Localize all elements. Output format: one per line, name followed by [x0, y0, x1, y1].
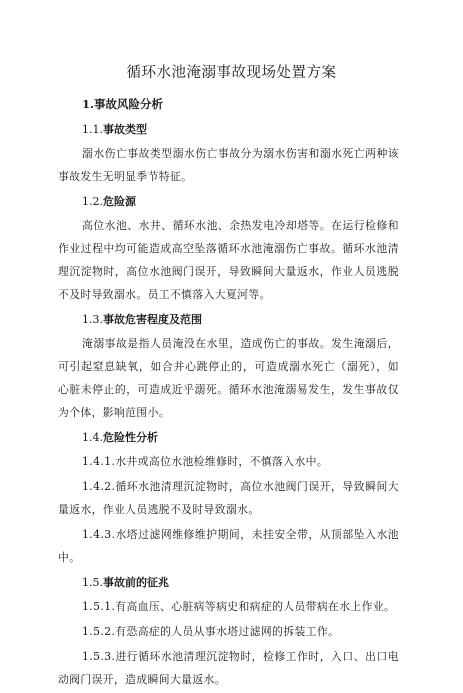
paragraph-accident-type: 溺水伤亡事故类型溺水伤亡事故分为溺水伤害和溺水死亡两种该事故发生无明显季节特征。 — [58, 147, 399, 183]
document-body — [58, 95, 399, 693]
subsection-number: 1.2. — [82, 195, 103, 208]
subsection-label: 事故危害程度及范围 — [103, 313, 202, 326]
subsection-heading-harm-degree — [82, 310, 399, 330]
subsection-label: 危险源 — [103, 195, 136, 208]
subsection-heading-accident-type — [82, 120, 399, 140]
subsection-label: 事故前的征兆 — [103, 576, 169, 589]
subsection-number: 1.3. — [82, 313, 103, 326]
section-heading-risk-analysis: 1.事故风险分析 — [82, 97, 164, 111]
paragraph-risk-2: 1.4.2.循环水池清理沉淀物时，高位水池阀门误开，导致瞬间大量返水，作业人员逃脱不及时导致溺水。 — [58, 480, 399, 516]
paragraph-sign-1: 1.5.1.有高血压、心脏病等病史和病症的人员带病在水上作业。 — [82, 600, 396, 613]
subsection-number: 1.1. — [82, 123, 103, 136]
subsection-heading-warning-signs — [82, 573, 399, 593]
paragraph-hazard-source: 高位水池、水井、循环水池、余热发电冷却塔等。在运行检修和作业过程中均可能造成高空坠落循环水池淹溺伤亡事故。循环水池清理沉淀物时，高位水池阀门误开，导致瞬间大量返水，作业人员逃脱不及时导致溺水。员工不慎落入大夏河等。 — [58, 219, 399, 301]
paragraph-sign-2: 1.5.2.有恐高症的人员从事水塔过滤网的拆装工作。 — [82, 625, 340, 638]
document-title: 循环水池淹溺事故现场处置方案 — [126, 65, 337, 81]
subsection-number: 1.4. — [82, 431, 103, 444]
subsection-number: 1.5. — [82, 576, 103, 589]
paragraph-risk-3: 1.4.3.水塔过滤网维修维护期间，未挂安全带，从顶部坠入水池中。 — [58, 528, 399, 564]
paragraph-sign-3: 1.5.3.进行循环水池清理沉淀物时，检修工作时，入口、出口电动阀门误开，造成瞬间大量返水。 — [58, 650, 399, 686]
subsection-heading-hazard-source — [82, 192, 399, 212]
subsection-label: 事故类型 — [103, 123, 147, 136]
subsection-label: 危险性分析 — [103, 431, 158, 444]
paragraph-risk-1: 1.4.1.水井或高位水池检维修时，不慎落入水中。 — [82, 455, 329, 468]
paragraph-harm-degree: 淹溺事故是指人员淹没在水里，造成伤亡的事故。发生淹溺后，可引起窒息缺氧，如合并心跳停止的，可造成溺水死亡（溺死），如心脏未停止的，可造成近乎溺死。循环水池淹溺易发生，发生事故仅为个体，影响范围小。 — [58, 337, 399, 419]
subsection-heading-risk-analysis — [82, 428, 399, 448]
